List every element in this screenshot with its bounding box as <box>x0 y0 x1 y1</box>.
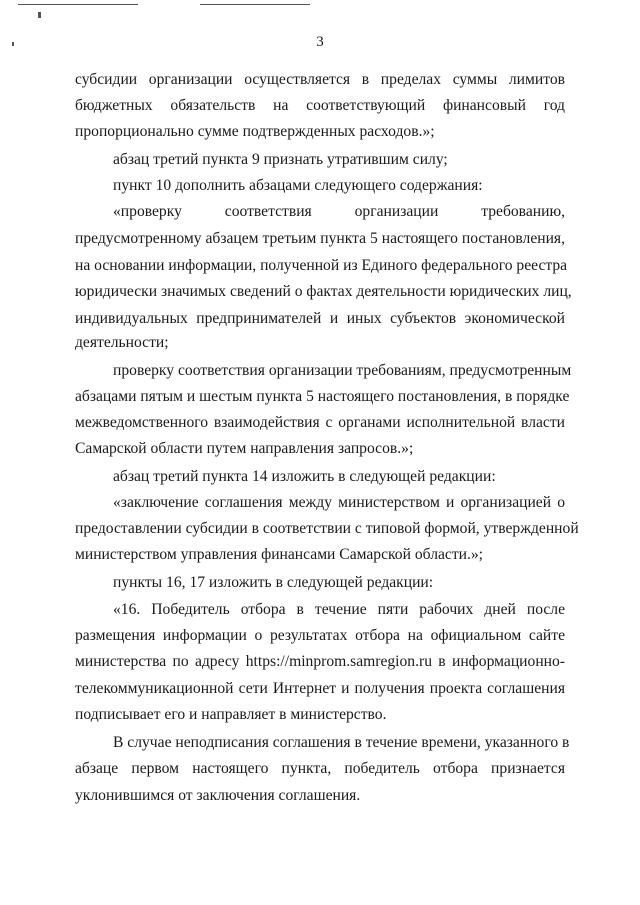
text-line: Самарской области путем направления запросов.»; <box>75 440 414 457</box>
text-line: предусмотренному абзацем третьим пункта 5 настоящего постановления, <box>75 230 565 247</box>
text-line: уклонившимся от заключения соглашения. <box>75 787 361 804</box>
text-line: абзац третий пункта 9 признать утратившим силу; <box>113 151 448 168</box>
text-line: проверку соответствия организации требованиям, предусмотренным <box>113 362 572 379</box>
text-line: подписывает его и направляет в министерство. <box>75 706 387 723</box>
text-line: юридически значимых сведений о фактах деятельности юридических лиц, <box>75 283 572 300</box>
text-line: бюджетных обязательств на соответствующий финансовый год <box>75 97 565 114</box>
text-line: межведомственного взаимодействия с органами исполнительной власти <box>75 414 565 431</box>
text-line: субсидии организации осуществляется в пределах суммы лимитов <box>75 71 565 88</box>
text-line: «заключение соглашения между министерством и организацией о <box>113 494 565 511</box>
text-line: абзац третий пункта 14 изложить в следующей редакции: <box>113 468 496 485</box>
text-line: индивидуальных предпринимателей и иных субъектов экономической <box>75 310 565 327</box>
text-line: абзацами пятым и шестым пункта 5 настоящего постановления, в порядке <box>75 388 570 405</box>
scan-artifact-line <box>18 4 138 5</box>
text-line: размещения информации о результатах отбора на официальном сайте <box>75 627 565 644</box>
scan-artifact-dot <box>12 42 14 46</box>
text-line: В случае неподписания соглашения в течение времени, указанного в <box>113 734 570 751</box>
text-line: «проверку соответствия организации требованию, <box>113 203 565 220</box>
page-number: 3 <box>316 34 324 50</box>
text-line: пропорционально сумме подтвержденных расходов.»; <box>75 123 435 140</box>
text-line: министерством управления финансами Самарской области.»; <box>75 546 484 563</box>
scan-artifact-line <box>200 4 310 5</box>
text-line: министерства по адресу https://minprom.samregion.ru в информационно- <box>75 653 565 670</box>
text-line: предоставлении субсидии в соответствии с типовой формой, утвержденной <box>75 520 579 537</box>
text-line: «16. Победитель отбора в течение пяти рабочих дней после <box>113 601 565 618</box>
scan-artifact-dot <box>38 12 41 18</box>
text-line: на основании информации, полученной из Единого федерального реестра <box>75 257 568 274</box>
text-line: деятельности; <box>75 334 169 351</box>
text-line: абзаце первом настоящего пункта, победитель отбора признается <box>75 760 565 777</box>
text-line: пункты 16, 17 изложить в следующей редакции: <box>113 574 434 591</box>
text-line: пункт 10 дополнить абзацами следующего содержания: <box>113 177 483 194</box>
text-line: телекоммуникационной сети Интернет и получения проекта соглашения <box>75 680 565 697</box>
